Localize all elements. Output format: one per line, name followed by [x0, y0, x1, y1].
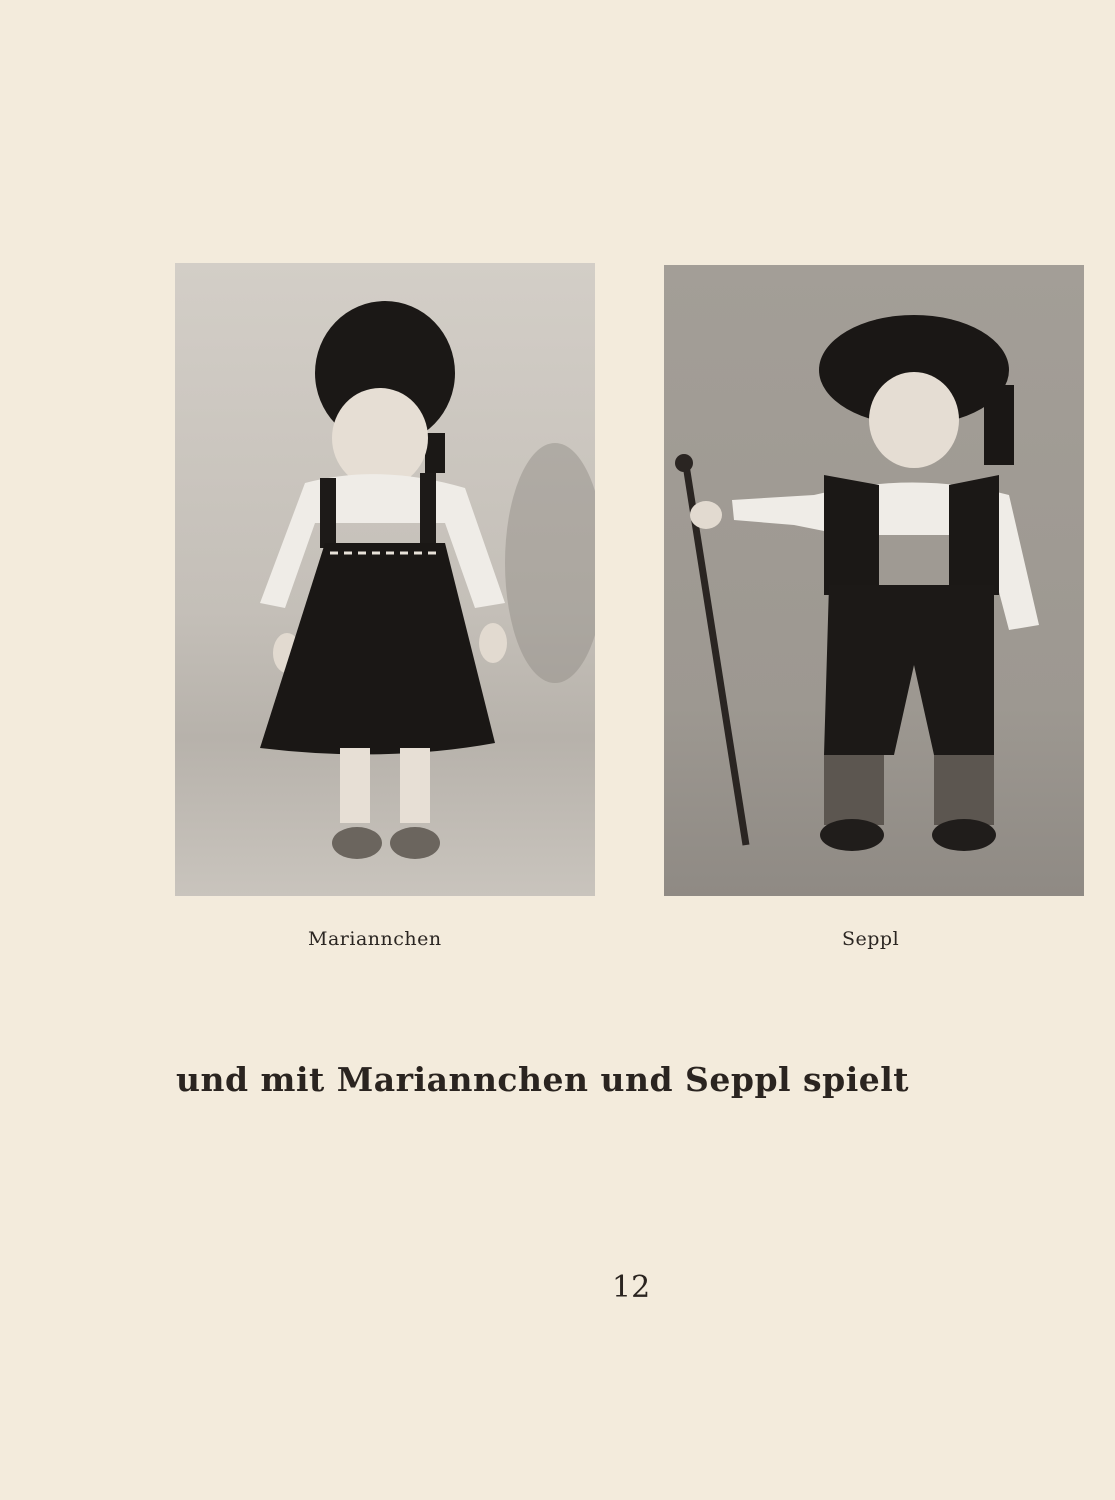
body-text: und mit Mariannchen und Seppl spielt: [176, 1060, 910, 1099]
doll-boy-illustration: [664, 265, 1084, 896]
page-number: 12: [612, 1270, 651, 1305]
photo-mariannchen: [175, 263, 595, 896]
doll-girl-illustration: [175, 263, 595, 896]
photo-seppl: [664, 265, 1084, 896]
caption-seppl: Seppl: [842, 928, 900, 950]
caption-mariannchen: Mariannchen: [308, 928, 442, 950]
